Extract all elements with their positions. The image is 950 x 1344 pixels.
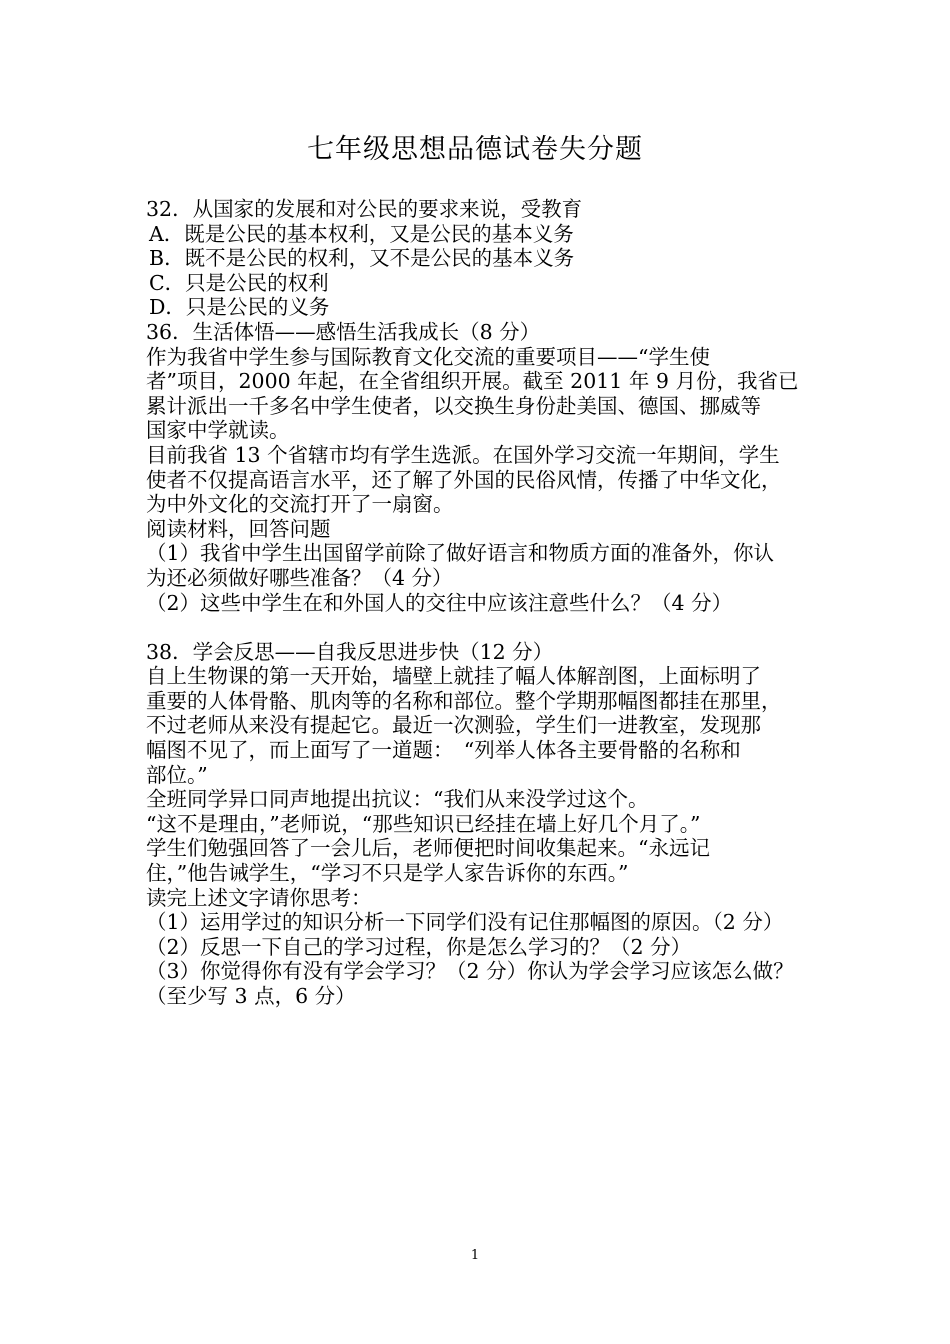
paragraph-line: 全班同学异口同声地提出抗议：“我们从来没学过这个。 (146, 787, 649, 812)
paragraph-line: 阅读材料，回答问题 (146, 516, 331, 541)
document-body (146, 197, 836, 1009)
question-heading: 38．学会反思——自我反思进步快（12 分） (146, 639, 554, 664)
paragraph-line: 使者不仅提高语言水平，还了解了外国的民俗风情，传播了中华文化， (146, 467, 782, 492)
paragraph-line: 幅图不见了，而上面写了一道题： “列举人体各主要骨骼的名称和 (146, 738, 741, 763)
paragraph-line: 重要的人体骨骼、肌肉等的名称和部位。整个学期那幅图都挂在那里， (146, 688, 782, 713)
paragraph-line: 累计派出一千多名中学生使者，以交换生身份赴美国、德国、挪威等 (146, 393, 761, 418)
question-32 (146, 197, 836, 320)
option-c: C．只是公民的权利 (149, 270, 329, 295)
question-36 (146, 320, 836, 615)
question-heading: 36．生活体悟——感悟生活我成长（8 分） (146, 319, 541, 344)
paragraph-line: “这不是理由，”老师说，“那些知识已经挂在墙上好几个月了。” (146, 811, 701, 836)
paragraph-line: 国家中学就读。 (146, 418, 290, 443)
paragraph-line: 为中外文化的交流打开了一扇窗。 (146, 492, 454, 517)
paragraph-line: 不过老师从来没有提起它。最近一次测验，学生们一进教室，发现那 (146, 713, 761, 738)
page-title: 七年级思想品德试卷失分题 (307, 134, 643, 165)
question-38 (146, 640, 836, 1009)
sub-question-line: 为还必须做好哪些准备？（4 分） (146, 565, 453, 590)
question-stem: 32．从国家的发展和对公民的要求来说，受教育 (146, 197, 583, 221)
sub-question-line: （2）这些中学生在和外国人的交往中应该注意些什么？（4 分） (146, 590, 733, 615)
sub-question-line: （1）我省中学生出国留学前除了做好语言和物质方面的准备外，你认 (146, 541, 775, 566)
option-b: B．既不是公民的权利，又不是公民的基本义务 (149, 246, 575, 271)
sub-question-line: （1）运用学过的知识分析一下同学们没有记住那幅图的原因。（2 分） (146, 910, 784, 935)
paragraph-line: 部位。” (146, 762, 208, 787)
paragraph-line: 目前我省 13 个省辖市均有学生选派。在国外学习交流一年期间，学生 (146, 442, 780, 467)
paragraph-line: 读完上述文字请你思考： (146, 885, 372, 910)
paragraph-line: 自上生物课的第一天开始，墙壁上就挂了幅人体解剖图，上面标明了 (146, 664, 761, 689)
paragraph-line: 者”项目，2000 年起，在全省组织开展。截至 2011 年 9 月份，我省已 (146, 369, 799, 394)
sub-question-line: （至少写 3 点，6 分） (146, 984, 356, 1008)
page-number: 1 (470, 1248, 480, 1263)
sub-question-line: （3）你觉得你有没有学会学习？（2 分）你认为学会学习应该怎么做？ (146, 959, 794, 984)
option-d: D．只是公民的义务 (149, 295, 330, 320)
sub-question-line: （2）反思一下自己的学习过程，你是怎么学习的？（2 分） (146, 934, 692, 959)
option-a: A．既是公民的基本权利，又是公民的基本义务 (149, 221, 574, 246)
paragraph-line: 学生们勉强回答了一会儿后，老师便把时间收集起来。“永远记 (146, 836, 710, 861)
paragraph-line: 作为我省中学生参与国际教育文化交流的重要项目——“学生使 (146, 344, 710, 369)
paragraph-line: 住，”他告诫学生，“学习不只是学人家告诉你的东西。” (146, 861, 629, 886)
blank-line (146, 615, 836, 640)
